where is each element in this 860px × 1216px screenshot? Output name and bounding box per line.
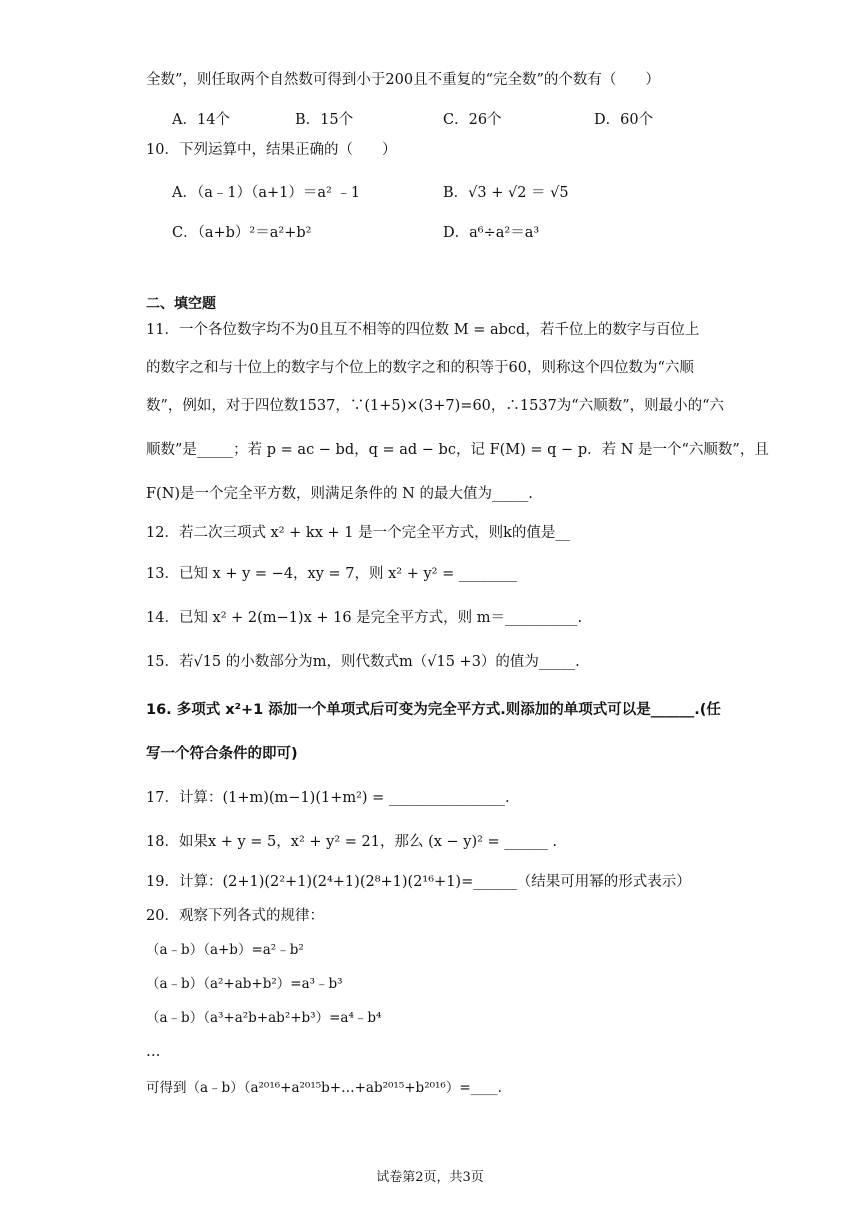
q11-line-2: 的数字之和与十位上的数字与个位上的数字之和的积等于60，则称这个四位数为“六顺 [146, 360, 694, 376]
q20-stem: 20．观察下列各式的规律： [146, 908, 324, 924]
q11-line-5: F(N)是一个完全平方数，则满足条件的 N 的最大值为_____. [146, 486, 533, 502]
q9-stem-continued: 全数”，则任取两个自然数可得到小于200且不重复的“完全数”的个数有（ ） [146, 72, 660, 88]
q18: 18．如果x + y = 5，x² + y² = 21，那么 (x − y)² = ______ . [146, 834, 558, 850]
q20-rule-3: （a﹣b）（a³+a²b+ab²+b³）=a⁴﹣b⁴ [146, 1010, 382, 1026]
q13: 13．已知 x + y = −4，xy = 7，则 x² + y² = ________ [146, 566, 517, 582]
q16-line-2: 写一个符合条件的即可) [146, 746, 298, 762]
q10-option-b: B．√3 + √2 ＝ √5 [443, 185, 569, 201]
q9-option-c: C．26个 [443, 112, 502, 128]
q10-option-a: A．（a﹣1）（a+1）＝a² ﹣1 [172, 185, 361, 201]
q10-option-d: D．a⁶÷a²＝a³ [443, 225, 540, 241]
q11-line-1: 11．一个各位数字均不为0且互不相等的四位数 M = abcd，若千位上的数字与百位上 [146, 322, 700, 338]
q19: 19．计算：(2+1)(2²+1)(2⁴+1)(2⁸+1)(2¹⁶+1)=______（结果可用幂的形式表示） [146, 874, 691, 890]
q12: 12．若二次三项式 x² + kx + 1 是一个完全平方式，则k的值是__ [146, 525, 570, 541]
q11-line-4: 顺数”是_____；若 p = ac − bd，q = ad − bc，记 F(M) = q − p．若 N 是一个“六顺数”，且 [146, 442, 769, 458]
q10-stem: 10．下列运算中，结果正确的（ ） [146, 142, 397, 158]
q9-option-b: B．15个 [295, 112, 354, 128]
q20-rule-1: （a﹣b）（a+b）=a²﹣b² [146, 942, 304, 958]
q14: 14．已知 x² + 2(m−1)x + 16 是完全平方式，则 m＝__________. [146, 610, 583, 626]
page-footer: 试卷第2页，共3页 [376, 1170, 484, 1185]
q20-rule-2: （a﹣b）（a²+ab+b²）=a³﹣b³ [146, 976, 343, 992]
q10-option-c: C．（a+b）²＝a²+b² [172, 225, 312, 241]
q9-option-d: D．60个 [594, 112, 654, 128]
q20-ellipsis: … [146, 1044, 161, 1060]
q20-conclusion: 可得到（a﹣b）（a²⁰¹⁶+a²⁰¹⁵b+…+ab²⁰¹⁵+b²⁰¹⁶）=____. [146, 1080, 502, 1096]
q11-line-3: 数”，例如，对于四位数1537，∵(1+5)×(3+7)=60，∴1537为“六顺数”，则最小的“六 [146, 398, 725, 414]
q15: 15．若√15 的小数部分为m，则代数式m（√15 +3）的值为_____. [146, 654, 580, 670]
q9-option-a: A．14个 [172, 112, 230, 128]
section-heading-fill-in: 二、填空题 [146, 296, 216, 312]
q17: 17．计算：(1+m)(m−1)(1+m²) = ________________. [146, 790, 510, 806]
q16-line-1: 16. 多项式 x²+1 添加一个单项式后可变为完全平方式.则添加的单项式可以是______.(任 [146, 702, 721, 718]
